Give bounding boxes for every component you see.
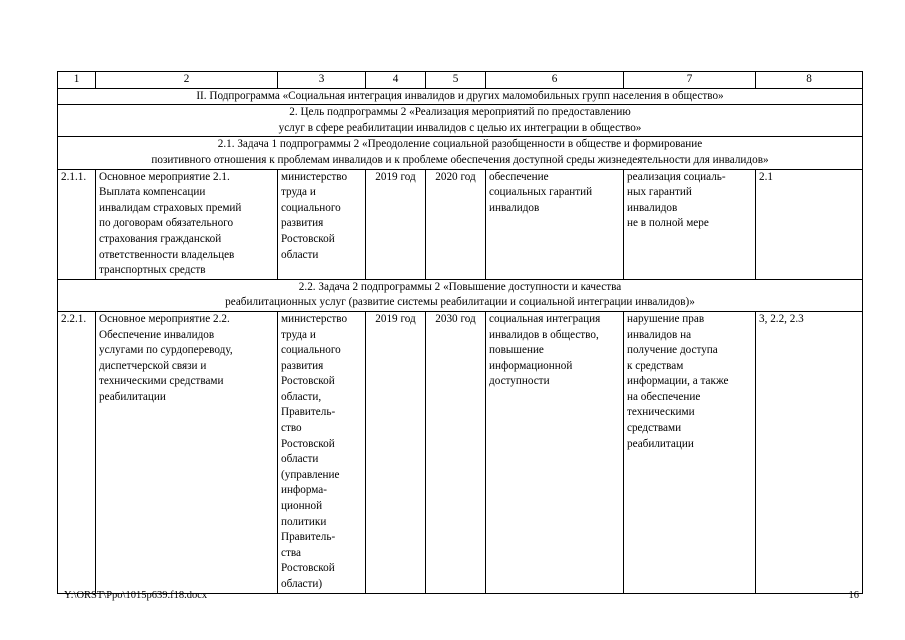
subprogram-header: II. Подпрограмма «Социальная интеграция инвалидов и других маломобильных групп населения в общество» [58, 88, 863, 105]
start-year: 2019 год [366, 169, 426, 279]
activity-name: Основное мероприятие 2.1. Выплата компенсации инвалидам страховых премий по договорам обязательного страхования гражданской ответственности владельцев транспортных средств [96, 169, 278, 279]
goal-header-row [58, 105, 863, 137]
column-number-row [58, 72, 863, 89]
executor: министерство труда и социального развития Ростовской области, Правитель- ство Ростовской области (управление информа- ционной политики Правитель- ства Ростовской области) [278, 311, 366, 593]
column-number: 8 [756, 72, 863, 89]
column-number: 6 [486, 72, 624, 89]
task1-header: 2.1. Задача 1 подпрограммы 2 «Преодоление социальной разобщенности в обществе и формирование позитивного отношения к проблемам инвалидов и к проблеме обеспечения доступной среды жизнедеятельности для инвалидов» [58, 137, 863, 169]
start-year: 2019 год [366, 311, 426, 593]
program-table [57, 71, 863, 594]
table-row [58, 311, 863, 593]
column-number: 1 [58, 72, 96, 89]
end-year: 2020 год [426, 169, 486, 279]
column-number: 7 [624, 72, 756, 89]
non-implementation-consequences: нарушение прав инвалидов на получение доступа к средствам информации, а также на обеспечение техническими средствами реабилитации [624, 311, 756, 593]
footer-page-number: 16 [848, 590, 859, 601]
non-implementation-consequences: реализация социаль- ных гарантий инвалидов не в полной мере [624, 169, 756, 279]
task1-header-row [58, 137, 863, 169]
table-row [58, 169, 863, 279]
footer-file-path: Y:\ORST\Ppo\1015p639.f18.docx [64, 590, 208, 601]
row-number: 2.1.1. [58, 169, 96, 279]
column-number: 5 [426, 72, 486, 89]
column-number: 4 [366, 72, 426, 89]
column-number: 3 [278, 72, 366, 89]
activity-name: Основное мероприятие 2.2. Обеспечение инвалидов услугами по сурдопереводу, диспетчерской связи и техническими средствами реабилитации [96, 311, 278, 593]
expected-result: социальная интеграция инвалидов в общество, повышение информационной доступности [486, 311, 624, 593]
task2-header: 2.2. Задача 2 подпрограммы 2 «Повышение доступности и качества реабилитационных услуг (развитие системы реабилитации и социальной интеграции инвалидов)» [58, 279, 863, 311]
end-year: 2030 год [426, 311, 486, 593]
row-number: 2.2.1. [58, 311, 96, 593]
task2-header-row [58, 279, 863, 311]
indicator-link: 2.1 [756, 169, 863, 279]
goal-header: 2. Цель подпрограммы 2 «Реализация мероприятий по предоставлению услуг в сфере реабилитации инвалидов с целью их интеграции в общество» [58, 105, 863, 137]
executor: министерство труда и социального развития Ростовской области [278, 169, 366, 279]
subprogram-header-row [58, 88, 863, 105]
indicator-link: 3, 2.2, 2.3 [756, 311, 863, 593]
expected-result: обеспечение социальных гарантий инвалидов [486, 169, 624, 279]
column-number: 2 [96, 72, 278, 89]
